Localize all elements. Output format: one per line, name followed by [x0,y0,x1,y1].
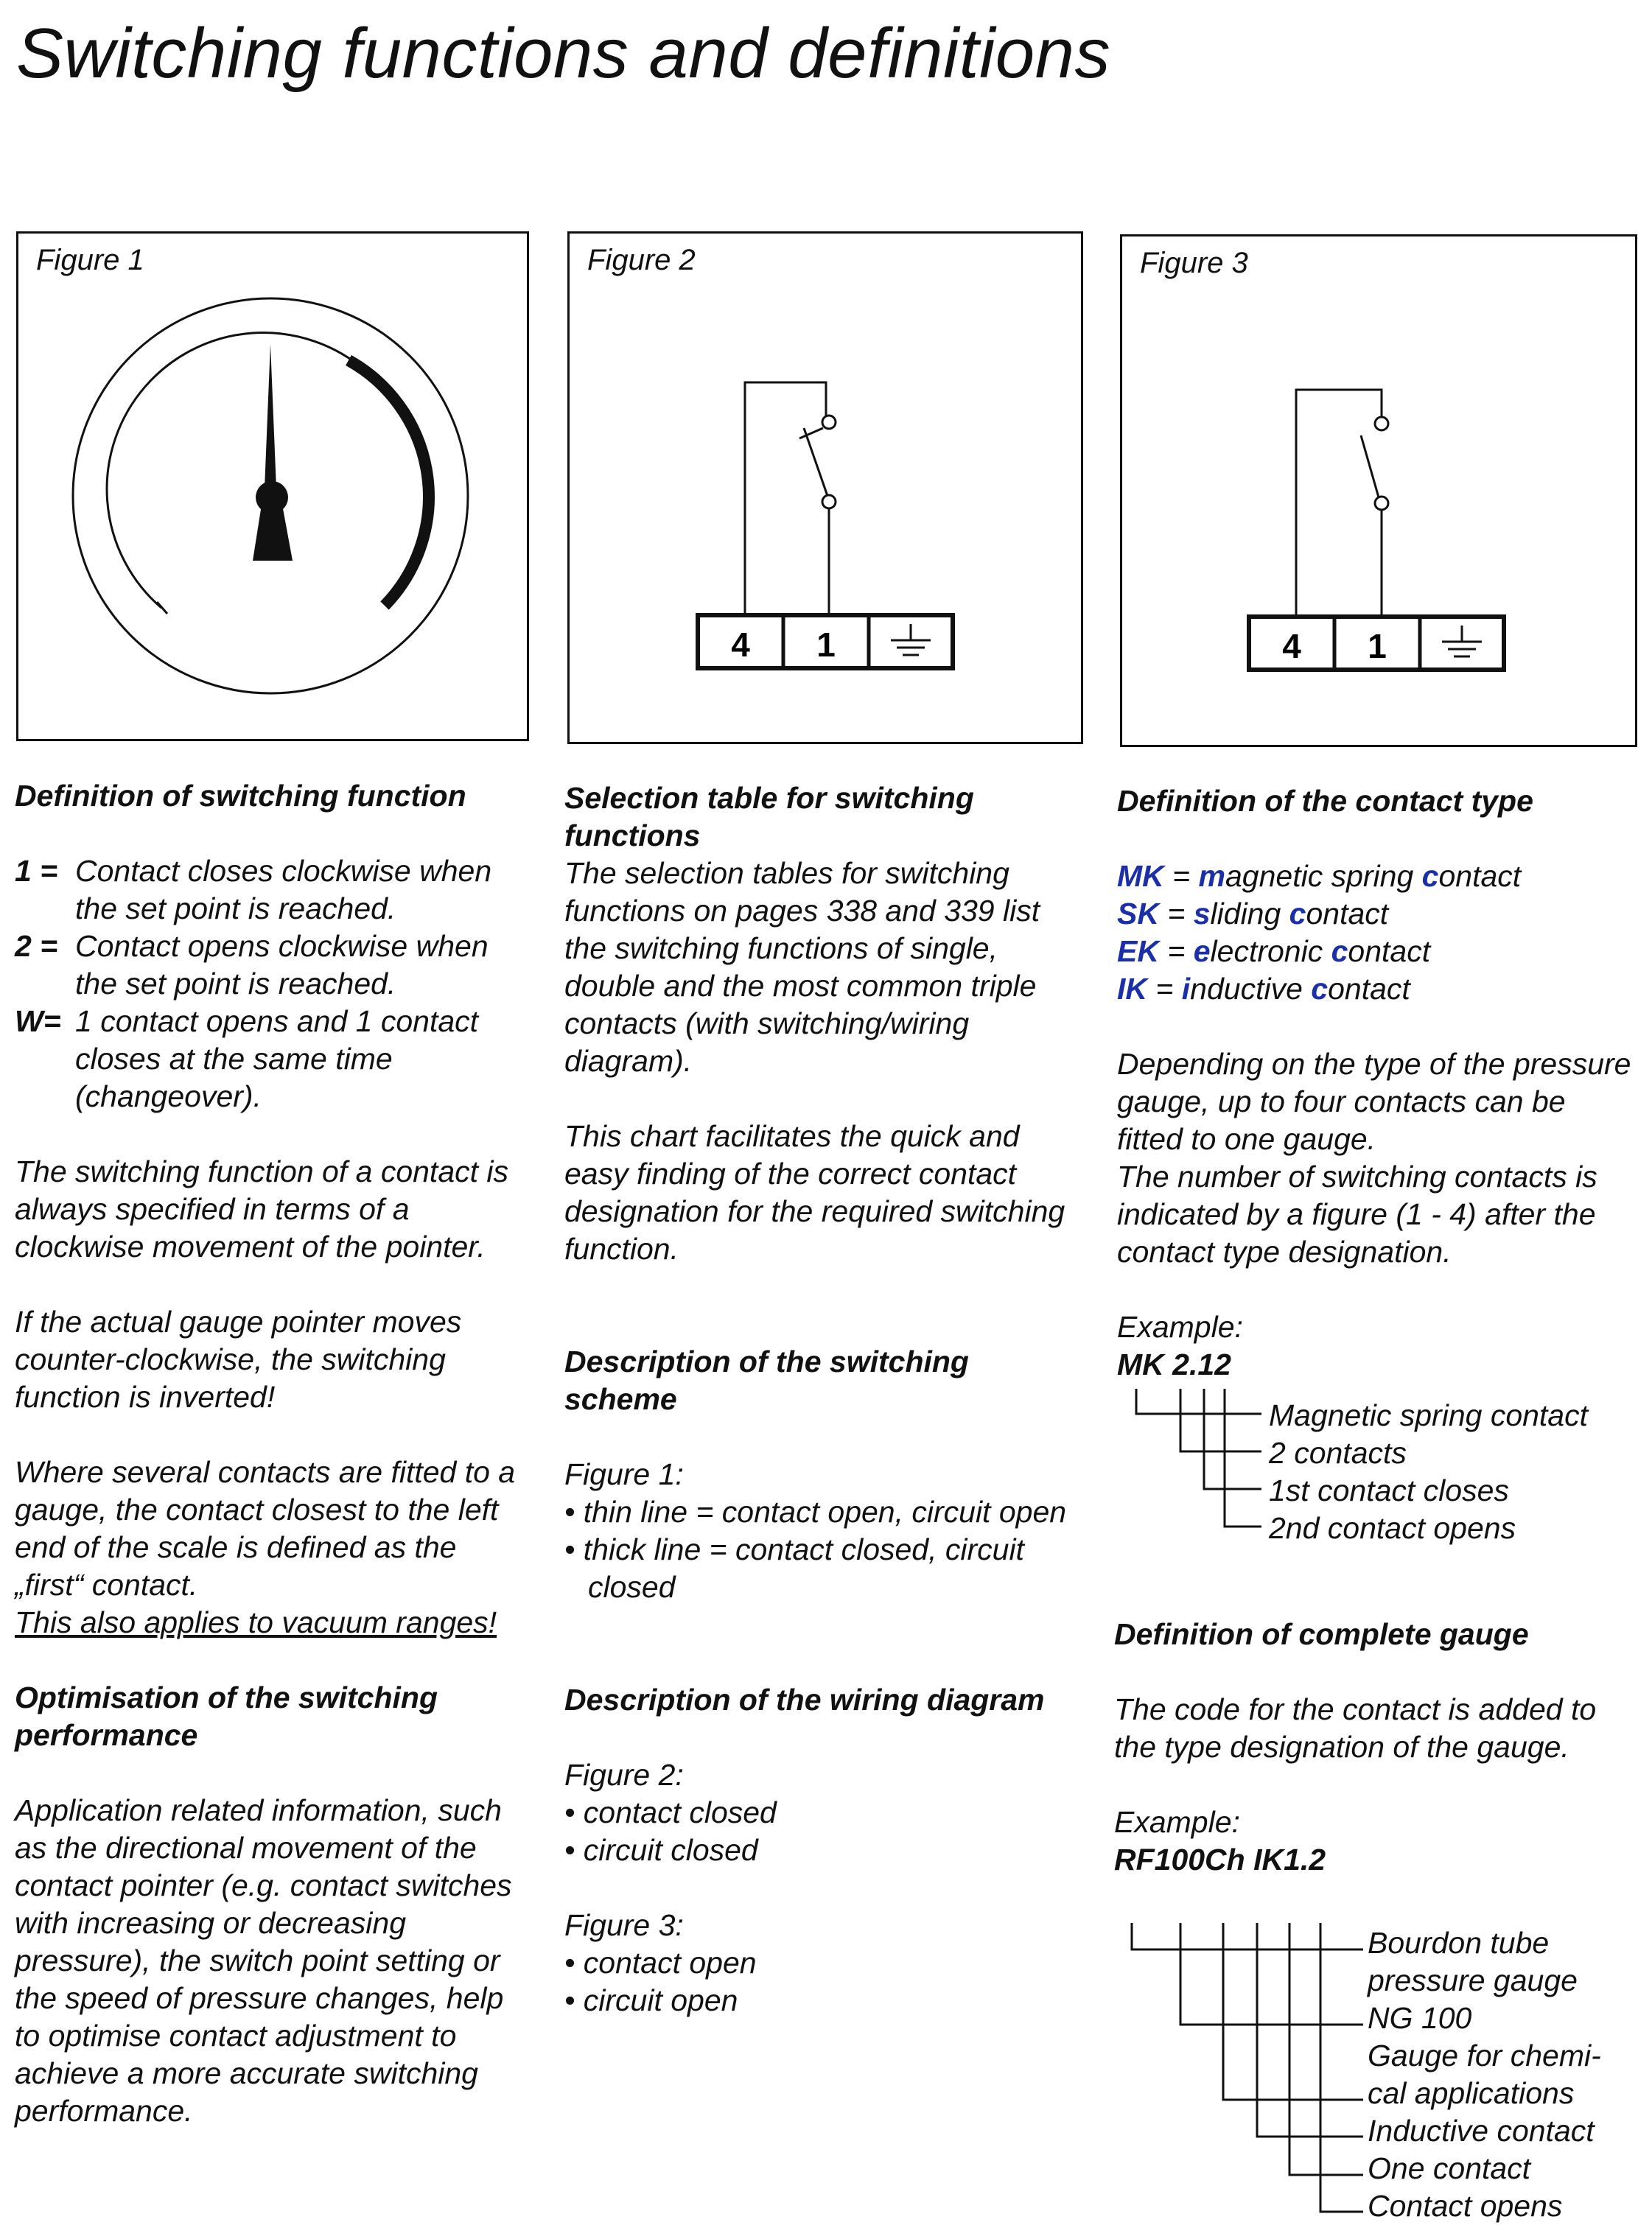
contact-type-ik: IK = inductive contact [1117,972,1410,1006]
example-1-code: MK 2.12 [1117,1348,1231,1381]
contact-type-sk: SK = sliding contact [1117,897,1389,931]
heading-switching-scheme: Description of the switching scheme [564,1345,969,1416]
example-1-tree-lines [1127,1389,1275,1536]
section-complete-gauge [1114,1616,1637,1879]
example-2-item: cal applications [1368,2076,1575,2110]
figure-3-box [1120,234,1637,747]
example-2-item: Gauge for chemi- [1368,2039,1601,2072]
example-1-items [1269,1397,1588,1547]
terminal-4-label: 4 [731,626,750,664]
example-2-item: Contact opens [1368,2189,1563,2223]
column-contact-type [1117,782,1637,1384]
example-1-label: Example: [1117,1310,1243,1344]
heading-optimisation: Optimisation of the switching performance [15,1681,438,1752]
column-switching-function [15,777,523,2130]
example-2-label: Example: [1114,1805,1240,1839]
figure-2-box [567,231,1083,744]
figure-1-box [16,231,529,741]
bullet-thick-line: • thick line = contact closed, circuit closed [564,1532,1024,1604]
example-2-item: Inductive contact [1368,2114,1595,2148]
heading-selection-table: Selection table for switching functions [564,781,974,852]
wiring-diagram-open [1122,236,1639,749]
example-2-items [1368,1924,1601,2225]
heading-wiring-diagram: Description of the wiring diagram [564,1683,1045,1717]
pointer-needle [265,344,276,488]
example-1-item: Magnetic spring contact [1269,1398,1589,1432]
figure-2-label: Figure 2 [587,244,696,276]
paragraph-vacuum-note: This also applies to vacuum ranges! [15,1605,497,1639]
paragraph-first-contact: Where several contacts are fitted to a gauge, the contact closest to the left end of the scale is defined as the „first“ contact. [15,1455,516,1602]
paragraph-code-added: The code for the contact is added to the type designation of the gauge. [1114,1692,1597,1764]
label-figure-2: Figure 2: [564,1758,684,1792]
example-2-item: Bourdon tube [1368,1926,1550,1960]
gauge-dial-diagram [18,234,531,743]
contact-type-ek: EK = electronic contact [1117,934,1431,968]
bullet-circuit-closed: • circuit closed [564,1833,758,1867]
heading-contact-type: Definition of the contact type [1117,784,1533,818]
wiring-diagram-closed [570,234,1085,746]
example-2-item: One contact [1368,2151,1531,2185]
paragraph-clockwise: The switching function of a contact is always specified in terms of a clockwise movement of the pointer. [15,1154,509,1264]
terminal-1-label: 1 [816,626,836,664]
scale-arc-thin [107,333,365,608]
paragraph-chart-facilitates: This chart facilitates the quick and easy finding of the correct contact designation for the required switching function. [564,1119,1065,1266]
terminal-1-label: 1 [1368,627,1387,665]
paragraph-optimisation: Application related information, such as the directional movement of the contact pointer (e.g. contact switches with increasing or decreasing pressure), the switch point setting or the speed of pressure changes, help to optimise contact adjustment to achieve a more accurate switching performance. [15,1793,512,2128]
example-1-item: 2 contacts [1269,1436,1407,1470]
figure-1-label: Figure 1 [36,244,144,276]
definition-w: W= 1 contact opens and 1 contact closes at the same time (changeover). [15,1004,479,1113]
label-figure-3: Figure 3: [564,1908,684,1942]
label-figure-1: Figure 1: [564,1457,684,1491]
paragraph-number-of-contacts: The number of switching contacts is indicated by a figure (1 - 4) after the contact type designation. [1117,1160,1597,1269]
heading-complete-gauge: Definition of complete gauge [1114,1617,1529,1651]
example-1-item: 2nd contact opens [1269,1511,1516,1545]
scale-arc-thick [349,360,429,606]
figure-3-label: Figure 3 [1140,247,1248,279]
heading-definition-switching-function: Definition of switching function [15,779,466,813]
definition-2: 2 = Contact opens clockwise when the set point is reached. [15,929,489,1001]
example-2-tree-lines [1126,1923,1369,2225]
contact-type-list [1117,858,1637,1008]
contact-type-mk: MK = magnetic spring contact [1117,859,1522,893]
example-2-item: pressure gauge [1368,1963,1578,1997]
definition-1: 1 = Contact closes clockwise when the set point is reached. [15,854,492,925]
paragraph-inverted: If the actual gauge pointer moves counter-clockwise, the switching function is inverted! [15,1305,462,1414]
bullet-circuit-open: • circuit open [564,1983,738,2017]
column-selection-table [564,779,1080,2019]
paragraph-selection-tables: The selection tables for switching functions on pages 338 and 339 list the switching functions of single, double and the most common triple contacts (with switching/wiring diagram). [564,856,1040,1078]
example-2-code: RF100Ch IK1.2 [1114,1843,1326,1877]
paragraph-up-to-four: Depending on the type of the pressure gauge, up to four contacts can be fitted to one gauge. [1117,1047,1631,1156]
bullet-contact-open: • contact open [564,1946,757,1980]
terminal-4-label: 4 [1282,627,1301,665]
example-1-item: 1st contact closes [1269,1474,1509,1507]
bullet-thin-line: • thin line = contact open, circuit open [564,1495,1067,1529]
example-2-item: NG 100 [1368,2001,1472,2035]
page-title: Switching functions and definitions [16,14,1111,93]
bullet-contact-closed: • contact closed [564,1795,777,1829]
